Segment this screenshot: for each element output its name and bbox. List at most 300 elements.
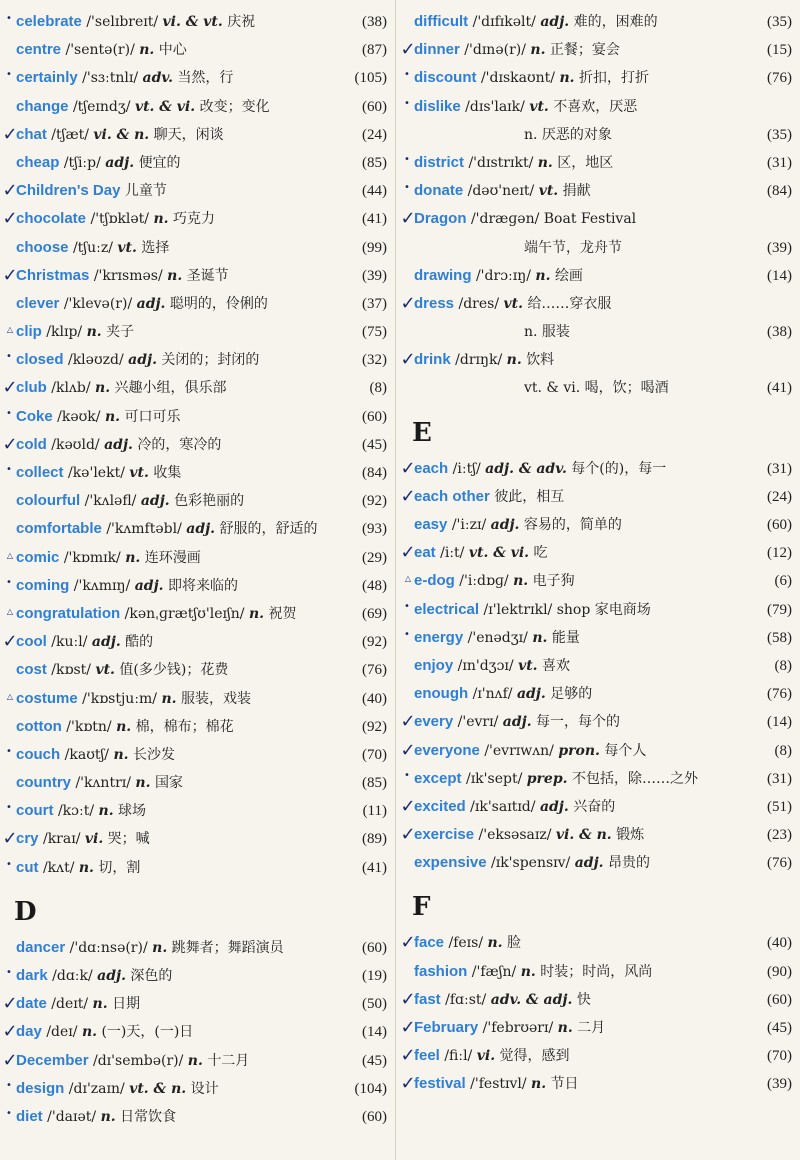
entry-text: [414, 1042, 750, 1070]
glossary-entry: [2, 374, 387, 402]
entry-part-of-speech: n.: [187, 1052, 203, 1069]
entry-text: [16, 290, 345, 318]
entry-text: [414, 986, 750, 1014]
entry-headword: Christmas: [16, 266, 90, 284]
entry-headword: eat: [414, 544, 436, 562]
entry-page-ref: (76): [767, 686, 792, 703]
entry-part-of-speech: vt.: [95, 662, 115, 679]
entry-page-ref: (24): [767, 488, 792, 505]
entry-phonetic: /'enədʒɪ/: [467, 629, 528, 646]
check-mark-icon: ✓: [400, 542, 416, 564]
entry-definition: 容易的，简单的: [523, 517, 622, 533]
entry-phonetic: /'dɪskaʊnt/: [480, 70, 556, 87]
entry-headword: choose: [16, 238, 69, 256]
entry-definition: 二月: [577, 1020, 606, 1036]
entry-headword: February: [414, 1019, 479, 1036]
check-mark-icon: ✓: [400, 1073, 416, 1095]
entry-text: [524, 374, 750, 402]
glossary-entry: [400, 455, 792, 483]
dot-marker-icon: •: [404, 153, 410, 165]
glossary-entry: [400, 346, 792, 374]
triangle-marker-icon: △: [6, 550, 14, 560]
glossary-entry: [6, 1103, 387, 1131]
check-mark-icon: ✓: [400, 457, 416, 479]
glossary-entry: [404, 149, 792, 177]
section-letter: D: [14, 896, 37, 927]
entry-page-ref: (41): [362, 859, 387, 876]
entry-text: [16, 769, 345, 797]
entry-headword: each other: [414, 487, 490, 505]
entry-part-of-speech: n.: [135, 775, 151, 792]
entry-headword: chat: [16, 125, 47, 143]
section-letter: E: [412, 417, 432, 448]
dot-marker-icon: •: [404, 69, 410, 81]
entry-page-ref: (85): [362, 154, 387, 171]
glossary-entry: [2, 262, 387, 290]
entry-phonetic: /'eksəsaɪz/: [478, 827, 552, 844]
entry-page-ref: (60): [362, 1108, 387, 1125]
entry-headword: exercise: [414, 826, 475, 844]
entry-definition: 舒服的，舒适的: [219, 521, 318, 538]
entry-definition: Boat Festival: [543, 211, 637, 228]
entry-text: [16, 459, 345, 487]
glossary-entry: [404, 511, 792, 539]
entry-text: [524, 234, 750, 262]
entry-definition: 不包括，除……之外: [571, 770, 698, 787]
glossary-entry: [400, 483, 792, 511]
entry-page-ref: (75): [362, 324, 387, 341]
entry-text: [414, 1070, 750, 1098]
entry-phonetic: /iːt/: [440, 545, 465, 562]
entry-definition: 圣诞节: [186, 267, 229, 284]
entry-phonetic: /'kʌmftəbl/: [106, 521, 182, 538]
entry-page-ref: (40): [362, 690, 387, 707]
entry-definition: 难的，困难的: [573, 14, 658, 30]
entry-page-ref: (76): [362, 662, 387, 679]
entry-text: [414, 624, 750, 652]
entry-headword: Children's Day: [16, 182, 121, 200]
entry-text: [414, 483, 750, 511]
entry-phonetic: /'evrɪwʌn/: [484, 742, 554, 759]
entry-phonetic: /ɪn'dʒɔɪ/: [457, 657, 514, 674]
entry-text: [16, 318, 345, 346]
glossary-entry: [404, 958, 792, 986]
entry-part-of-speech: vt.: [129, 465, 149, 481]
entry-text: [16, 854, 345, 882]
entry-phonetic: /kraɪ/: [42, 831, 81, 848]
entry-headword: difficult: [414, 13, 469, 30]
entry-definition: 端午节，龙舟节: [524, 239, 622, 256]
entry-part-of-speech: n.: [81, 1024, 97, 1041]
entry-page-ref: (41): [362, 211, 387, 228]
entry-phonetic: /'festɪvl/: [470, 1076, 527, 1093]
check-mark-icon: ✓: [400, 1045, 416, 1067]
entry-part-of-speech: adj.: [502, 714, 532, 731]
entry-phonetic: /'klevə(r)/: [63, 295, 133, 312]
entry-phonetic: /ɪ'lektrɪkl/: [483, 601, 553, 618]
glossary-entry: [6, 36, 387, 64]
entry-definition: 足够的: [550, 686, 593, 703]
entry-part-of-speech: adj.: [105, 154, 135, 171]
entry-phonetic: /'fæʃn/: [471, 963, 517, 980]
entry-phonetic: /'krɪsməs/: [93, 267, 163, 284]
entry-part-of-speech: n.: [86, 324, 102, 341]
entry-text: [16, 64, 345, 92]
entry-definition: 收集: [153, 465, 182, 481]
entry-headword: dark: [16, 967, 48, 984]
entry-definition: 每个人: [604, 742, 647, 759]
dot-marker-icon: •: [6, 407, 12, 419]
entry-definition: 深色的: [130, 968, 173, 984]
entry-definition: 能量: [551, 629, 580, 646]
entry-definition: 捐献: [562, 183, 591, 200]
check-mark-icon: ✓: [400, 39, 416, 61]
entry-part-of-speech: adj.: [140, 493, 170, 510]
entry-text: [16, 825, 345, 853]
entry-text: [16, 403, 345, 431]
entry-part-of-speech: adj.: [186, 521, 216, 538]
glossary-entry: [400, 708, 792, 736]
entry-page-ref: (76): [767, 70, 792, 87]
entry-page-ref: (70): [767, 1048, 792, 1065]
entry-headword: cry: [16, 830, 39, 848]
entry-headword: club: [16, 379, 47, 397]
glossary-entry: [404, 177, 792, 205]
entry-part-of-speech: adj.: [91, 634, 121, 651]
entry-definition: 棉，棉布；棉花: [135, 718, 234, 735]
entry-text: [414, 737, 750, 765]
entry-definition: 设计: [190, 1080, 219, 1097]
entry-phonetic: /tʃæt/: [51, 126, 89, 143]
entry-phonetic: /feɪs/: [448, 935, 484, 952]
dot-marker-icon: •: [6, 858, 12, 870]
glossary-entry: [2, 1018, 387, 1046]
entry-headword: dress: [414, 294, 455, 312]
entry-phonetic: /'dɪstrɪkt/: [468, 154, 534, 171]
entry-part-of-speech: vi. & vt.: [162, 14, 223, 30]
entry-part-of-speech: vt. & n.: [129, 1080, 187, 1097]
entry-part-of-speech: n.: [100, 1108, 116, 1125]
check-mark-icon: ✓: [2, 433, 18, 455]
entry-definition: 喜欢: [542, 657, 570, 674]
entry-definition: 快: [576, 991, 591, 1008]
entry-part-of-speech: n.: [152, 939, 168, 956]
entry-page-ref: (60): [362, 939, 387, 956]
entry-text: [16, 1075, 345, 1103]
entry-part-of-speech: n.: [535, 267, 551, 284]
entry-definition: 连环漫画: [144, 549, 201, 566]
entry-definition: 兴趣小组，俱乐部: [114, 380, 227, 397]
entry-phonetic: /ɪk'sept/: [465, 770, 523, 787]
entry-headword: costume: [16, 689, 78, 707]
entry-page-ref: (105): [354, 70, 387, 87]
check-mark-icon: ✓: [400, 988, 416, 1010]
entry-page-ref: (44): [362, 183, 387, 200]
entry-definition: 聪明的，伶俐的: [169, 295, 268, 312]
dot-marker-icon: •: [6, 1079, 12, 1091]
entry-page-ref: (39): [362, 267, 387, 284]
entry-page-ref: (104): [354, 1080, 387, 1097]
entry-phonetic: /'kɒmɪk/: [63, 549, 121, 566]
glossary-entry: [6, 600, 387, 628]
glossary-entry: [6, 487, 387, 515]
entry-page-ref: (38): [767, 324, 792, 341]
entry-text: [16, 1047, 345, 1075]
entry-definition: 儿童节: [124, 183, 167, 200]
glossary-entry: [6, 934, 387, 962]
entry-text: [414, 205, 750, 233]
entry-headword: date: [16, 995, 47, 1013]
entry-phonetic: /ɪk'spensɪv/: [491, 855, 571, 872]
entry-headword: excited: [414, 797, 466, 815]
entry-definition: 锻炼: [616, 827, 645, 844]
dot-marker-icon: •: [6, 1107, 12, 1119]
entry-phonetic: /dɪ'zaɪn/: [68, 1080, 125, 1097]
entry-page-ref: (8): [369, 380, 387, 397]
entry-text: [414, 346, 750, 374]
glossary-entry: [400, 290, 792, 318]
entry-definition: 球场: [118, 803, 147, 820]
entry-headword: celebrate: [16, 13, 82, 30]
entry-headword: dislike: [414, 97, 461, 115]
entry-definition: 聊天，闲谈: [153, 126, 224, 143]
entry-phonetic: /dɑːk/: [52, 968, 93, 984]
entry-phonetic: /'selɪbreɪt/: [86, 14, 159, 30]
entry-page-ref: (93): [362, 521, 387, 538]
entry-headword: fashion: [414, 962, 468, 980]
check-mark-icon: ✓: [2, 993, 18, 1015]
entry-part-of-speech: adj.: [490, 517, 520, 533]
entry-text: [414, 149, 750, 177]
entry-phonetic: /'dɪfɪkəlt/: [472, 14, 536, 30]
entry-text: [16, 1018, 345, 1046]
entry-page-ref: (58): [767, 629, 792, 646]
check-mark-icon: ✓: [2, 377, 18, 399]
entry-text: [16, 572, 345, 600]
glossary-entry: [400, 1070, 792, 1098]
glossary-entry: [404, 262, 792, 290]
glossary-entry: [404, 624, 792, 652]
glossary-entry: [404, 652, 792, 680]
entry-text: [16, 656, 345, 684]
entry-headword: electrical: [414, 600, 480, 618]
dot-marker-icon: •: [404, 600, 410, 612]
entry-part-of-speech: n.: [113, 746, 129, 763]
entry-page-ref: (31): [767, 154, 792, 171]
entry-definition: 长沙发: [132, 746, 175, 763]
entry-phonetic: /fiːl/: [444, 1048, 473, 1065]
glossary-entry: [404, 567, 792, 595]
entry-phonetic: /dəʊ'neɪt/: [467, 183, 535, 200]
entry-text: [16, 990, 345, 1018]
entry-text: [414, 567, 750, 595]
entry-phonetic: /kʌt/: [42, 859, 75, 876]
entry-part-of-speech: vi.: [84, 831, 104, 848]
check-mark-icon: ✓: [2, 180, 18, 202]
entry-part-of-speech: vt.: [117, 239, 137, 256]
entry-definition: 巧克力: [173, 211, 215, 228]
glossary-entry: [6, 1075, 387, 1103]
entry-text: [414, 849, 750, 877]
entry-part-of-speech: n.: [520, 963, 536, 980]
entry-text: [16, 962, 345, 990]
entry-part-of-speech: n.: [559, 70, 575, 87]
entry-phonetic: /klʌb/: [51, 380, 91, 397]
entry-part-of-speech: n.: [513, 573, 529, 590]
entry-definition: 正餐；宴会: [549, 42, 620, 59]
entry-text: [414, 958, 750, 986]
entry-page-ref: (76): [767, 855, 792, 872]
entry-continuation: [404, 121, 792, 149]
entry-definition: 觉得，感到: [499, 1048, 570, 1065]
entry-page-ref: (84): [767, 183, 792, 200]
entry-headword: easy: [414, 516, 448, 533]
entry-page-ref: (90): [767, 963, 792, 980]
entry-phonetic: /'dræɡən/: [470, 211, 540, 228]
glossary-entry: [2, 990, 387, 1018]
entry-page-ref: (32): [362, 352, 387, 369]
entry-page-ref: (60): [767, 517, 792, 533]
entry-part-of-speech: n.: [95, 380, 111, 397]
dot-marker-icon: •: [6, 967, 12, 978]
entry-headword: country: [16, 774, 72, 792]
entry-definition: 饮料: [526, 352, 555, 369]
dot-marker-icon: •: [404, 628, 410, 640]
entry-page-ref: (85): [362, 775, 387, 792]
entry-text: [414, 929, 750, 957]
check-mark-icon: ✓: [2, 1049, 18, 1071]
entry-definition: 色彩艳丽的: [174, 493, 245, 510]
entry-text: [414, 36, 750, 64]
glossary-entry: [6, 515, 387, 543]
entry-part-of-speech: n.: [125, 549, 141, 566]
glossary-entry: [6, 962, 387, 990]
entry-definition: shop 家电商场: [556, 601, 651, 618]
glossary-entry: [6, 149, 387, 177]
entry-phonetic: /drɪŋk/: [455, 352, 503, 369]
entry-headword: face: [414, 934, 445, 952]
entry-page-ref: (23): [767, 827, 792, 844]
entry-text: [16, 149, 345, 177]
entry-page-ref: (45): [362, 1052, 387, 1069]
entry-text: [16, 934, 345, 962]
entry-text: [16, 600, 345, 628]
entry-headword: feel: [414, 1047, 440, 1065]
entry-text: [16, 346, 345, 374]
entry-definition: 便宜的: [138, 154, 181, 171]
check-mark-icon: ✓: [400, 739, 416, 761]
entry-headword: court: [16, 802, 54, 820]
dot-marker-icon: •: [404, 769, 410, 781]
entry-headword: cold: [16, 435, 47, 453]
entry-text: [16, 713, 345, 741]
entry-part-of-speech: adj.: [134, 577, 164, 594]
triangle-marker-icon: △: [404, 574, 412, 584]
entry-text: [16, 177, 345, 205]
entry-part-of-speech: pron.: [558, 742, 600, 759]
entry-page-ref: (15): [767, 42, 792, 59]
entry-definition: 不喜欢，厌恶: [553, 98, 638, 115]
glossary-entry: [6, 769, 387, 797]
glossary-entry: [6, 685, 387, 713]
entry-headword: festival: [414, 1075, 466, 1093]
entry-headword: Coke: [16, 407, 53, 425]
dot-marker-icon: •: [6, 13, 12, 24]
entry-page-ref: (39): [767, 1076, 792, 1093]
entry-part-of-speech: vi.: [476, 1048, 496, 1065]
entry-phonetic: /'kɒtn/: [66, 718, 112, 735]
column-divider: [395, 0, 396, 1160]
entry-text: [414, 680, 750, 708]
entry-headword: Dragon: [414, 210, 467, 228]
triangle-marker-icon: △: [6, 325, 14, 335]
entry-page-ref: (14): [767, 267, 792, 284]
glossary-entry: [6, 741, 387, 769]
entry-text: [16, 515, 345, 543]
entry-headword: cost: [16, 661, 47, 679]
entry-definition: n. 服装: [524, 324, 570, 341]
entry-page-ref: (14): [767, 714, 792, 731]
dot-marker-icon: •: [6, 464, 12, 475]
entry-text: [414, 93, 750, 121]
entry-page-ref: (29): [362, 549, 387, 566]
entry-text: [414, 596, 750, 624]
entry-text: [16, 1103, 345, 1131]
entry-headword: day: [16, 1023, 42, 1041]
entry-definition: 可口可乐: [124, 408, 181, 425]
entry-text: [16, 8, 345, 36]
entry-definition: 日期: [112, 996, 141, 1013]
entry-text: [16, 36, 345, 64]
glossary-entry: [404, 849, 792, 877]
entry-headword: closed: [16, 351, 64, 369]
check-mark-icon: ✓: [2, 123, 18, 145]
entry-definition: 改变；变化: [199, 98, 270, 115]
entry-text: [414, 539, 750, 567]
entry-part-of-speech: n.: [557, 1020, 573, 1036]
entry-definition: 切，割: [98, 859, 141, 876]
entry-page-ref: (89): [362, 831, 387, 848]
glossary-entry: [400, 539, 792, 567]
entry-phonetic: /kəʊk/: [57, 408, 101, 425]
entry-text: [16, 93, 345, 121]
glossary-entry: [2, 121, 387, 149]
dot-marker-icon: •: [6, 745, 12, 757]
entry-page-ref: (60): [362, 408, 387, 425]
entry-headword: certainly: [16, 69, 78, 87]
right-column: [400, 8, 792, 1099]
entry-part-of-speech: n.: [139, 42, 155, 59]
entry-text: [16, 685, 345, 713]
entry-part-of-speech: vt. & vi.: [134, 98, 196, 115]
entry-page-ref: (60): [362, 98, 387, 115]
entry-headword: district: [414, 153, 465, 171]
glossary-entry: [400, 986, 792, 1014]
glossary-entry: [6, 234, 387, 262]
entry-part-of-speech: n.: [506, 352, 522, 369]
entry-page-ref: (35): [767, 14, 792, 30]
entry-page-ref: (92): [362, 634, 387, 651]
entry-definition: 每个(的)，每一: [571, 460, 667, 477]
glossary-entry: [2, 177, 387, 205]
glossary-entry: [400, 793, 792, 821]
entry-definition: 服装，戏装: [181, 690, 251, 707]
entry-definition: 绘画: [554, 267, 583, 284]
entry-definition: 酷的: [125, 634, 154, 651]
entry-part-of-speech: vi. & n.: [555, 827, 612, 844]
entry-definition: 夹子: [106, 324, 135, 341]
entry-part-of-speech: adj.: [540, 14, 570, 30]
